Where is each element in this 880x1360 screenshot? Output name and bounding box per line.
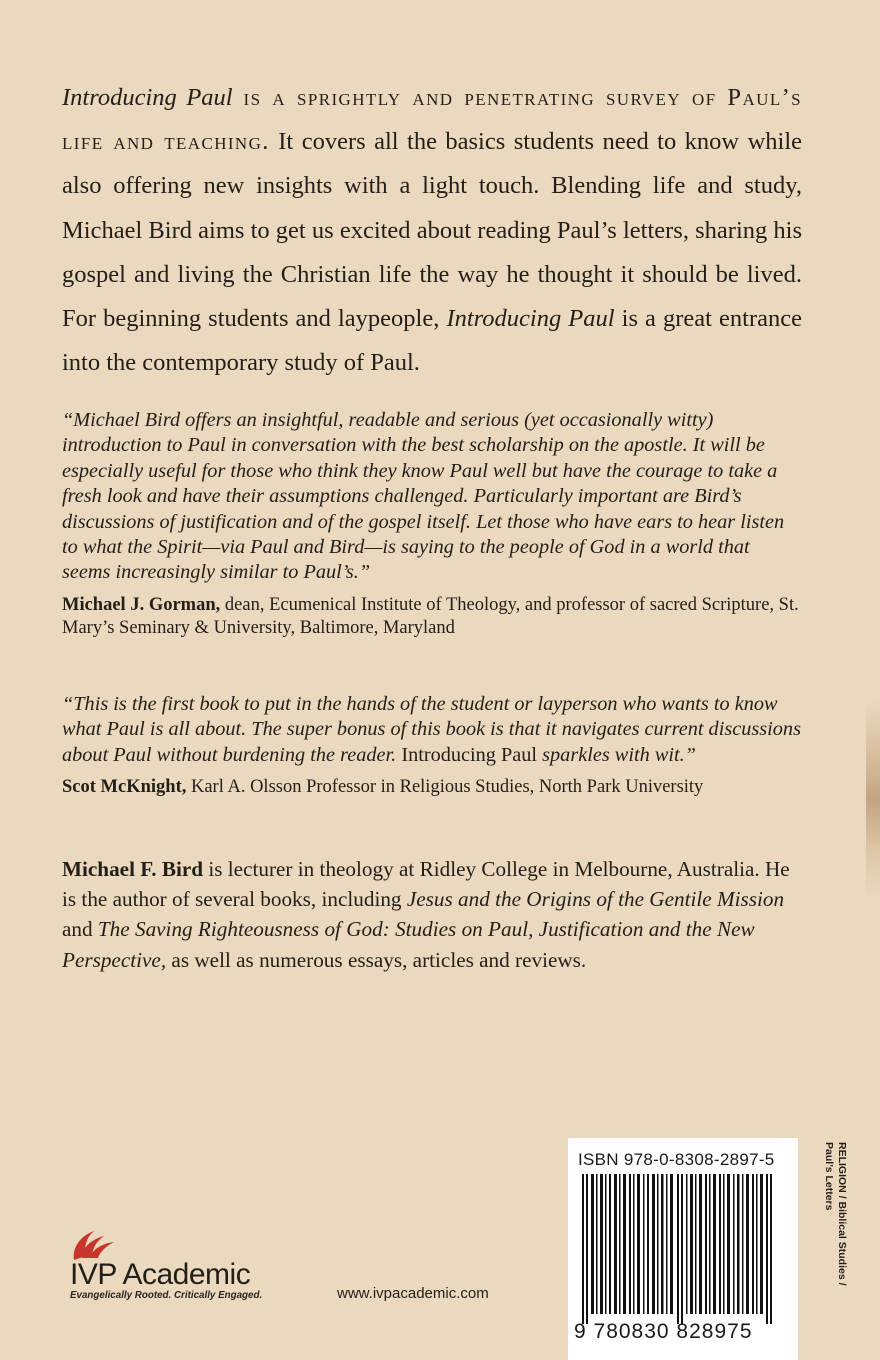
publisher-brand: IVP Academic: [70, 1258, 251, 1291]
author-name: Michael F. Bird: [62, 857, 204, 881]
isbn-barcode-box: [568, 1138, 798, 1360]
intro-paragraph: [62, 76, 802, 385]
author-bio: [62, 854, 802, 975]
intro-book-title-2: Introducing Paul: [446, 305, 615, 333]
bio-text: as well as numerous essays, articles and reviews.: [166, 947, 587, 972]
endorsement-text-a: “This is the first book to put in the hands of the student or layperson who wants to know what Paul is all about. The super bonus of this book is that it navigates current discussions about Paul without burdening the reader.: [62, 693, 801, 766]
intro-body-text: It covers all the basics students need to know while also offering new insights with a light touch. Blending life and study, Michael Bird aims to get us excited about reading Paul’s letters, sharing his gospel and living the Christian life the way he thought it should be lived. For beginning students and laypeople,: [62, 128, 803, 333]
cover-edge-artwork: [866, 700, 880, 900]
endorser-role: Karl A. Olsson Professor in Religious Studies, North Park University: [186, 777, 704, 798]
category-label: [818, 1142, 848, 1302]
endorsement-attribution: [62, 594, 802, 640]
endorsement-mcknight: [62, 692, 802, 799]
endorser-role: dean, Ecumenical Institute of Theology, and professor of sacred Scripture, St. Mary’s Seminary & University, Baltimore, Maryland: [62, 594, 799, 638]
endorsement-text: [62, 692, 802, 768]
intro-book-title: Introducing Paul: [62, 84, 233, 111]
endorsement-text: “Michael Bird offers an insightful, readable and serious (yet occasionally witty) introduction to Paul in conversation with the best scholarship on the apostle. It will be especially useful for those who think they know Paul well but have the courage to take a fresh look and have their assumptions challenged. Particularly important are Bird’s discussions of justification and of the gospel itself. Let those who have ears to hear listen to what the Spirit—via Paul and Bird—is saying to the people of God in a world that seems increasingly similar to Paul’s.”: [62, 409, 785, 584]
category-line-2: Paul’s Letters: [823, 1142, 835, 1211]
endorsement-gorman: [62, 408, 802, 640]
bio-text: is lecturer in theology at Ridley College in Melbourne, Australia. He is the author of several books, including: [62, 857, 790, 912]
endorsement-book-title: Introducing Paul: [396, 743, 543, 766]
isbn-label: ISBN 978-0-8308-2897-5: [578, 1150, 775, 1169]
barcode-digits: 9 780830 828975: [574, 1320, 753, 1343]
bio-book-2: The Saving Righteousness of God: Studies on Paul, Justification and the New Perspective,: [62, 917, 755, 972]
intro-body-end: is a great entrance into the contemporary study of Paul.: [62, 305, 802, 377]
bio-text: and: [62, 917, 98, 942]
publisher-tagline: Evangelically Rooted. Critically Engaged.: [70, 1290, 263, 1301]
endorser-name: Michael J. Gorman,: [62, 594, 221, 615]
flame-icon: [70, 1228, 120, 1262]
publisher-logo: [60, 1228, 300, 1308]
publisher-website[interactable]: www.ivpacademic.com: [337, 1285, 489, 1302]
endorsement-attribution: [62, 776, 802, 799]
endorser-name: Scot McKnight,: [62, 777, 187, 798]
endorsement-text-b: sparkles with wit.”: [542, 743, 696, 766]
intro-smallcaps-text: is a sprightly and penetrating survey of Paul’s life and teaching.: [62, 84, 803, 156]
category-line-1: RELIGION / Biblical Studies /: [836, 1142, 848, 1286]
barcode-icon: [582, 1174, 782, 1324]
bio-book-1: Jesus and the Origins of the Gentile Mission: [406, 887, 785, 912]
